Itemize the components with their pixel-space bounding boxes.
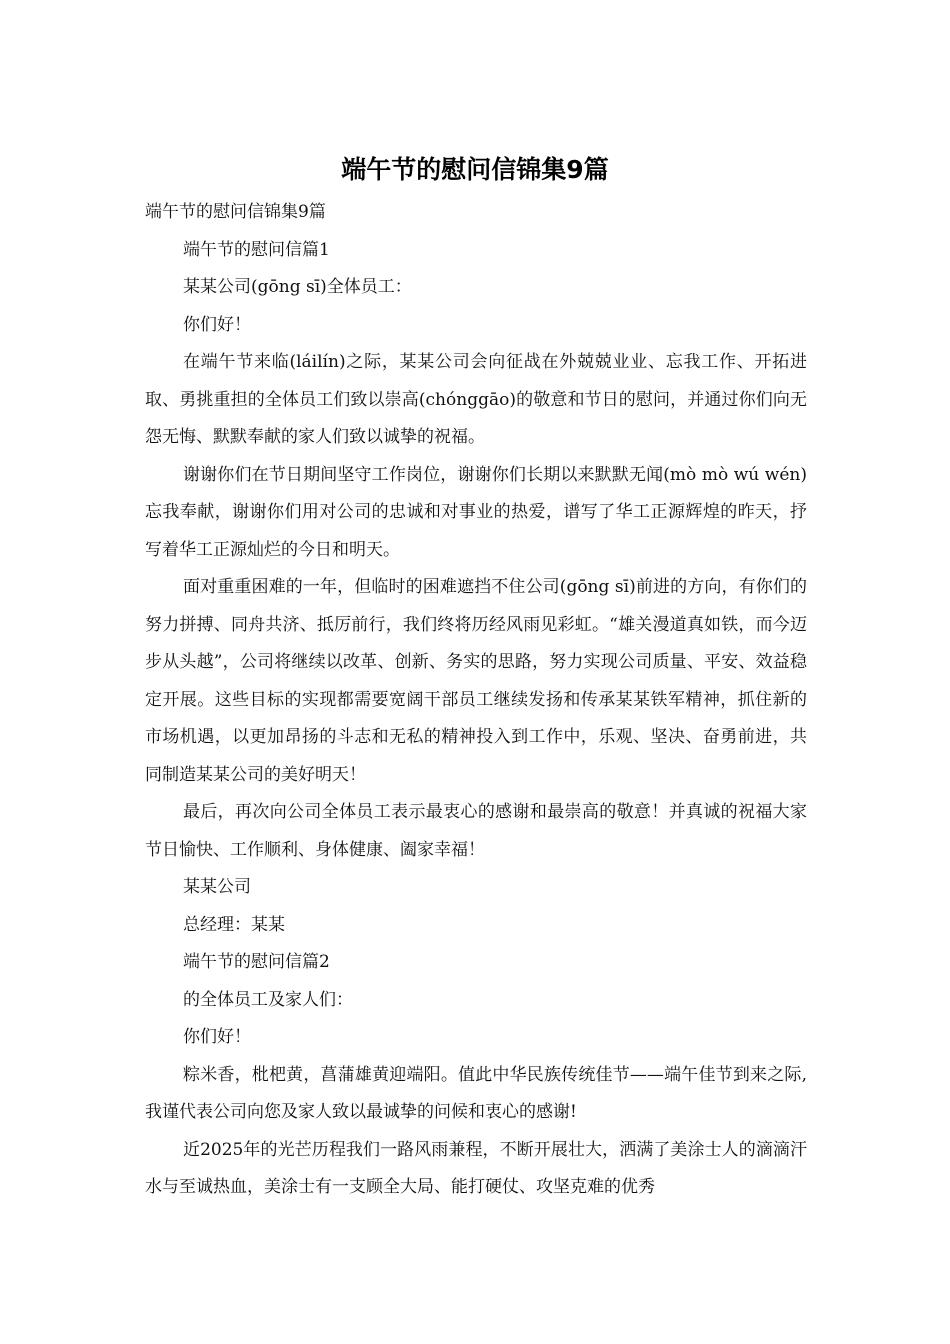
document-title: 端午节的慰问信锦集9篇 bbox=[341, 155, 609, 184]
document-body bbox=[145, 194, 807, 1207]
greeting: 你们好！ bbox=[183, 314, 251, 335]
body-paragraph: 在端午节来临(láilín)之际，某某公司会向征战在外兢兢业业、忘我工作、开拓进取、勇挑重担的全体员工们致以崇高(chónggāo)的敬意和节日的慰问，并通过你们向无怨无悔、默默奉献的家人们致以诚挚的祝福。 bbox=[145, 352, 807, 447]
salutation: 某某公司(gōng sī)全体员工： bbox=[183, 277, 412, 297]
body-paragraph: 粽米香，枇杷黄，菖蒲雄黄迎端阳。值此中华民族传统佳节——端午佳节到来之际,我谨代表公司向您及家人致以最诚挚的问候和衷心的感谢! bbox=[145, 1064, 807, 1122]
section-heading-1: 端午节的慰问信篇1 bbox=[183, 239, 330, 260]
body-paragraph: 最后，再次向公司全体员工表示最衷心的感谢和最崇高的敬意！并真诚的祝福大家节日愉快、工作顺利、身体健康、阖家幸福！ bbox=[145, 802, 807, 860]
section-heading-2: 端午节的慰问信篇2 bbox=[183, 952, 330, 972]
body-paragraph: 谢谢你们在节日期间坚守工作岗位，谢谢你们长期以来默默无闻(mò mò wú wén)忘我奉献，谢谢你们用对公司的忠诚和对事业的热爱，谱写了华工正源辉煌的昨天，抒写着华工正源灿烂的今日和明天。 bbox=[145, 464, 807, 560]
doc-subtitle: 端午节的慰问信锦集9篇 bbox=[145, 202, 326, 222]
signature-company: 某某公司 bbox=[183, 877, 251, 897]
body-paragraph: 近2025年的光芒历程我们一路风雨兼程，不断开展壮大，洒满了美涂士人的滴滴汗水与至诚热血，美涂士有一支顾全大局、能打硬仗、攻坚克难的优秀 bbox=[145, 1139, 807, 1197]
signature-manager: 总经理：某某 bbox=[183, 914, 285, 935]
body-paragraph: 面对重重困难的一年，但临时的困难遮挡不住公司(gōng sī)前进的方向，有你们的努力拼搏、同舟共济、抵厉前行，我们终将历经风雨见彩虹。“雄关漫道真如铁，而今迈步从头越”，公司将继续以改革、创新、务实的思路，努力实现公司质量、平安、效益稳定开展。这些目标的实现都需要宽阔干部员工继续发扬和传承某某铁军精神，抓住新的市场机遇，以更加昂扬的斗志和无私的精神投入到工作中，乐观、坚决、奋勇前进，共同制造某某公司的美好明天！ bbox=[145, 577, 807, 785]
greeting: 你们好！ bbox=[183, 1027, 251, 1047]
salutation: 的全体员工及家人们： bbox=[183, 989, 353, 1010]
